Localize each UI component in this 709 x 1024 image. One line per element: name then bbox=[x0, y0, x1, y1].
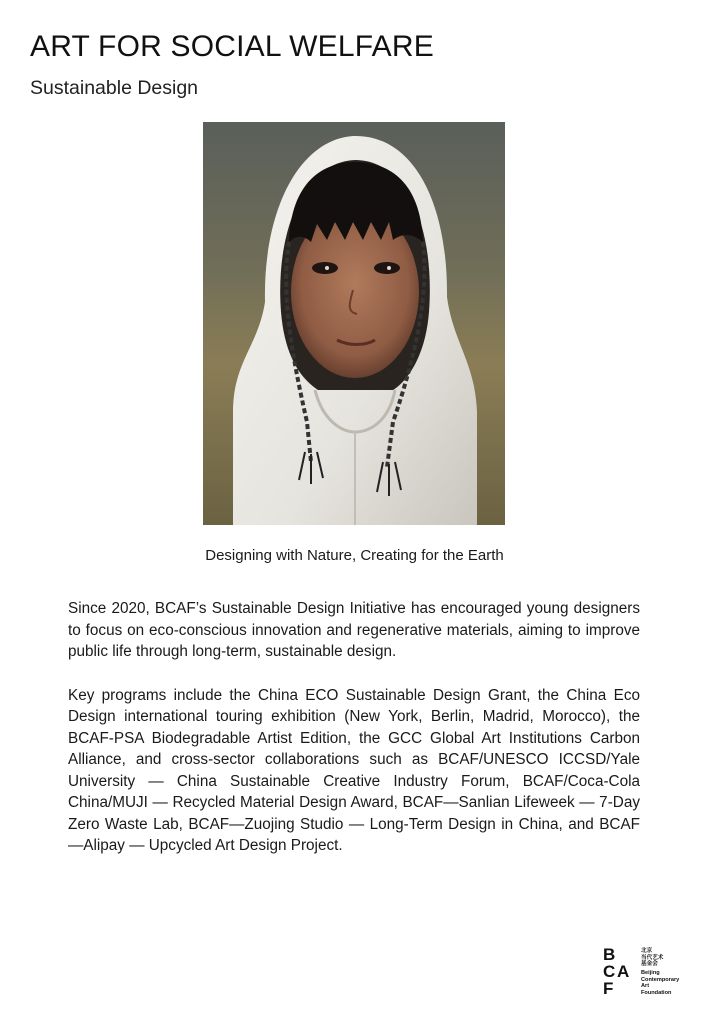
page-title: ART FOR SOCIAL WELFARE bbox=[30, 30, 434, 63]
logo-en-line: Art bbox=[641, 983, 650, 990]
logo-en-line: Beijing bbox=[641, 970, 660, 976]
paragraph-programs: Key programs include the China ECO Sustainable Design Grant, the China Eco Design international touring exhibition (New York, Berlin, Madrid, Morocco), the BCAF-PSA Biodegradable Artist Edition, the GCC Global Art Institutions Carbon Alliance, and cross-sector collaborations such as BCAF/UNESCO ICCSD/Yale University — China Sustainable Creative Industry Forum, BCAF/Coca-Cola China/MUJI — Recycled Material Design Award, BCAF—Sanlian Lifeweek — 7-Day Zero Waste Lab, BCAF—Zuojing Studio — Long-Term Design in China, and BCAF—Alipay — Upcycled Art Design Project. bbox=[68, 686, 640, 854]
logo-cn-line: 基金会 bbox=[641, 961, 658, 968]
logo-en-line: Contemporary bbox=[641, 976, 680, 983]
logo-letter-f: F bbox=[603, 979, 614, 998]
logo-english-name bbox=[641, 970, 679, 996]
photo-caption: Designing with Nature, Creating for the Earth bbox=[205, 547, 504, 564]
logo-en-line: Foundation bbox=[641, 989, 672, 996]
body-text bbox=[68, 598, 640, 879]
logo-chinese-name bbox=[641, 948, 663, 968]
bcaf-logo bbox=[603, 946, 693, 1000]
bcaf-logo-mark bbox=[603, 946, 637, 998]
logo-letter-b: B bbox=[603, 945, 616, 964]
page-subtitle: Sustainable Design bbox=[30, 77, 199, 99]
logo-letter-a: A bbox=[617, 962, 630, 981]
logo-cn-line: 当代艺术 bbox=[641, 954, 664, 961]
logo-cn-line: 北京 bbox=[641, 948, 653, 954]
paragraph-intro: Since 2020, BCAF’s Sustainable Design Initiative has encouraged young designers to focus on eco-conscious innovation and regenerative materials, aiming to improve public life through long-term, sustainable design. bbox=[68, 600, 640, 660]
child-in-white-hood-photo bbox=[203, 122, 505, 525]
logo-letter-c: C bbox=[603, 962, 616, 981]
